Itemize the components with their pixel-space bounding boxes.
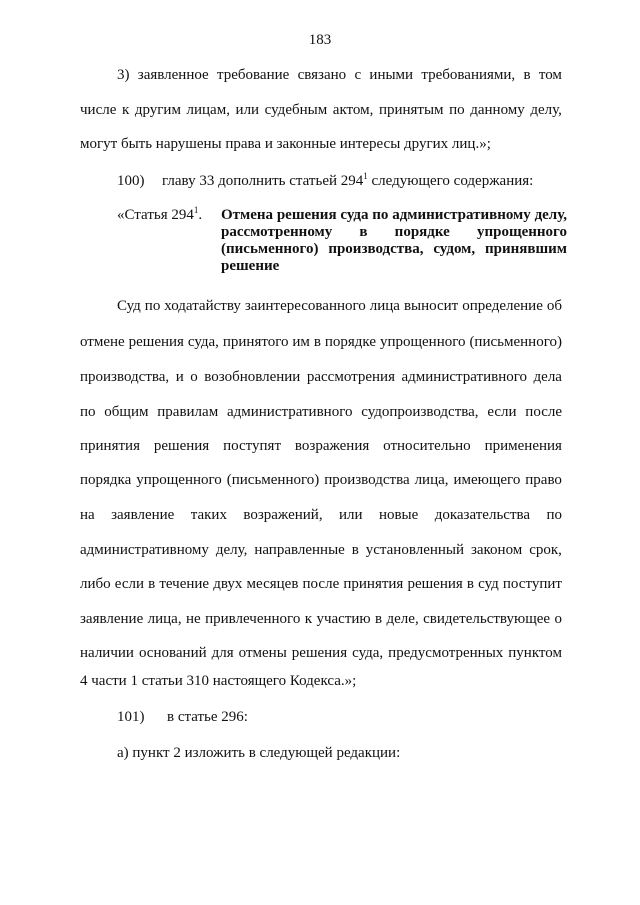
- word: возражений,: [243, 507, 323, 523]
- title-row: [221, 207, 567, 224]
- word: Суд: [117, 298, 141, 314]
- word: в: [359, 224, 368, 240]
- word: имеющего: [453, 472, 521, 488]
- word: оснований: [138, 645, 207, 661]
- word: течение: [159, 576, 210, 592]
- word: лица,: [414, 472, 449, 488]
- word: либо: [80, 576, 111, 592]
- word: о: [554, 611, 562, 627]
- word: том: [538, 67, 562, 83]
- word: упрощенного: [379, 334, 466, 350]
- justified-row: [80, 644, 562, 662]
- word: заявленное: [137, 67, 209, 83]
- word: и: [175, 369, 184, 385]
- word: по: [372, 207, 389, 223]
- word: по: [144, 298, 161, 314]
- word: право: [525, 472, 562, 488]
- justified-row: [80, 403, 562, 421]
- item-number: 101): [117, 709, 145, 725]
- word: (письменного): [221, 241, 319, 257]
- page-number: 183: [308, 32, 332, 48]
- justified-row: [80, 610, 562, 628]
- word: суд: [478, 576, 499, 592]
- word: или: [338, 507, 363, 523]
- word: предусмотренных: [388, 645, 504, 661]
- word: принятым: [378, 102, 444, 118]
- justified-row: [80, 575, 562, 593]
- word: привлеченного: [205, 611, 301, 627]
- word: в: [375, 611, 383, 627]
- word: об: [546, 298, 562, 314]
- word: таких: [190, 507, 227, 523]
- word: судопроизводства,: [361, 404, 479, 420]
- word: поступят: [223, 438, 282, 454]
- word: общим: [104, 404, 149, 420]
- justified-row: [80, 101, 562, 119]
- word: решения: [407, 576, 463, 592]
- word: не: [186, 611, 201, 627]
- word: производства,: [328, 241, 424, 257]
- word: решения: [128, 334, 184, 350]
- article-number: «Статья $294^1$.: [117, 205, 203, 223]
- word: административного: [401, 369, 528, 385]
- word: рассмотрения: [306, 369, 395, 385]
- word: месяцев: [246, 576, 299, 592]
- word: относительно: [383, 438, 471, 454]
- item-text: в статье 296:: [167, 709, 248, 725]
- justified-row: [117, 297, 562, 315]
- word: двух: [213, 576, 243, 592]
- word: направленные: [254, 542, 345, 558]
- word: в: [523, 67, 531, 83]
- word: дела: [533, 369, 562, 385]
- word: после: [525, 404, 562, 420]
- word: заинтересованного: [244, 298, 366, 314]
- item-number: 100): [117, 173, 145, 189]
- word: лица,: [147, 611, 182, 627]
- title-row: [221, 224, 567, 241]
- word: возражения: [294, 438, 370, 454]
- word: решения: [276, 207, 337, 223]
- word: суда,: [352, 645, 384, 661]
- justified-row: [80, 437, 562, 455]
- word: поступит: [502, 576, 562, 592]
- article-title: [221, 207, 567, 275]
- word: суда,: [187, 334, 219, 350]
- word: о: [190, 369, 198, 385]
- justified-row: [117, 66, 562, 84]
- word: в: [351, 542, 359, 558]
- word: производства: [324, 472, 410, 488]
- word: деле,: [386, 611, 419, 627]
- word: в: [313, 334, 321, 350]
- word: принятия: [343, 576, 404, 592]
- word: заявление: [80, 611, 144, 627]
- word: делу,: [534, 207, 567, 223]
- word: другим: [134, 102, 181, 118]
- title-row: [221, 241, 567, 258]
- word: числе: [80, 102, 117, 118]
- word: отмены: [238, 645, 287, 661]
- word: делу,: [215, 542, 248, 558]
- word: требование: [217, 67, 290, 83]
- justified-row: [80, 368, 562, 386]
- word: производства,: [80, 369, 170, 385]
- word: суда: [340, 207, 369, 223]
- word: 3): [117, 67, 130, 83]
- word: административному: [392, 207, 531, 223]
- word: наличии: [80, 645, 134, 661]
- word: применения: [484, 438, 562, 454]
- word: правилам: [157, 404, 219, 420]
- word: административному: [80, 542, 209, 558]
- word: участию: [316, 611, 371, 627]
- word: принятого: [222, 334, 289, 350]
- word: в: [148, 576, 156, 592]
- justified-row: [80, 333, 562, 351]
- word: (письменного): [469, 334, 562, 350]
- word: на: [80, 507, 95, 523]
- word: (письменного): [226, 472, 320, 488]
- word: законом: [470, 542, 523, 558]
- word: пунктом: [508, 645, 562, 661]
- word: если: [114, 576, 144, 592]
- word: срок,: [529, 542, 562, 558]
- word: лицам,: [186, 102, 230, 118]
- word: после: [302, 576, 340, 592]
- word: данному: [470, 102, 525, 118]
- item-text: главу 33 дополнить статьей $294^1$ следующего содержания:: [162, 171, 534, 189]
- word: ходатайству: [164, 298, 241, 314]
- word: по: [449, 102, 465, 118]
- word: заявление: [111, 507, 175, 523]
- word: судебным: [264, 102, 328, 118]
- word: решения: [291, 645, 348, 661]
- word: отмене: [80, 334, 125, 350]
- word: по: [546, 507, 562, 523]
- paragraph-end-line: могут быть нарушены права и законные интересы других лиц.»;: [80, 136, 491, 152]
- word: упрощенного: [476, 224, 567, 240]
- word: требованиями,: [421, 67, 516, 83]
- justified-row: [80, 541, 562, 559]
- word: делу,: [530, 102, 562, 118]
- word: установленный: [365, 542, 465, 558]
- word: с: [354, 67, 362, 83]
- paragraph-end-line: 4 части 1 статьи 310 настоящего Кодекса.»;: [80, 673, 357, 689]
- word: доказательства: [434, 507, 531, 523]
- word: иными: [369, 67, 414, 83]
- word: актом,: [332, 102, 374, 118]
- word: порядка: [80, 472, 132, 488]
- word: определение: [462, 298, 543, 314]
- word: судом,: [433, 241, 476, 257]
- word: свидетельствующее: [423, 611, 551, 627]
- word: им: [292, 334, 310, 350]
- word: лица: [369, 298, 400, 314]
- word: в: [466, 576, 474, 592]
- word: если: [487, 404, 517, 420]
- word: порядке: [324, 334, 377, 350]
- word: по: [80, 404, 96, 420]
- justified-row: [80, 506, 562, 524]
- word: или: [235, 102, 260, 118]
- word: к: [121, 102, 130, 118]
- word: принятия: [80, 438, 140, 454]
- word: для: [211, 645, 234, 661]
- word: связано: [297, 67, 347, 83]
- word: рассмотренному: [221, 224, 333, 240]
- word: выносит: [403, 298, 459, 314]
- subitem-text: а) пункт 2 изложить в следующей редакции:: [117, 745, 401, 761]
- word: порядке: [394, 224, 450, 240]
- word: упрощенного: [136, 472, 222, 488]
- title-row-last: решение: [221, 258, 280, 274]
- word: к: [304, 611, 313, 627]
- word: принявшим: [484, 241, 567, 257]
- justified-row: [80, 471, 562, 489]
- word: решения: [153, 438, 210, 454]
- word: возобновлении: [204, 369, 301, 385]
- word: Отмена: [221, 207, 274, 223]
- word: новые: [378, 507, 419, 523]
- word: административного: [226, 404, 353, 420]
